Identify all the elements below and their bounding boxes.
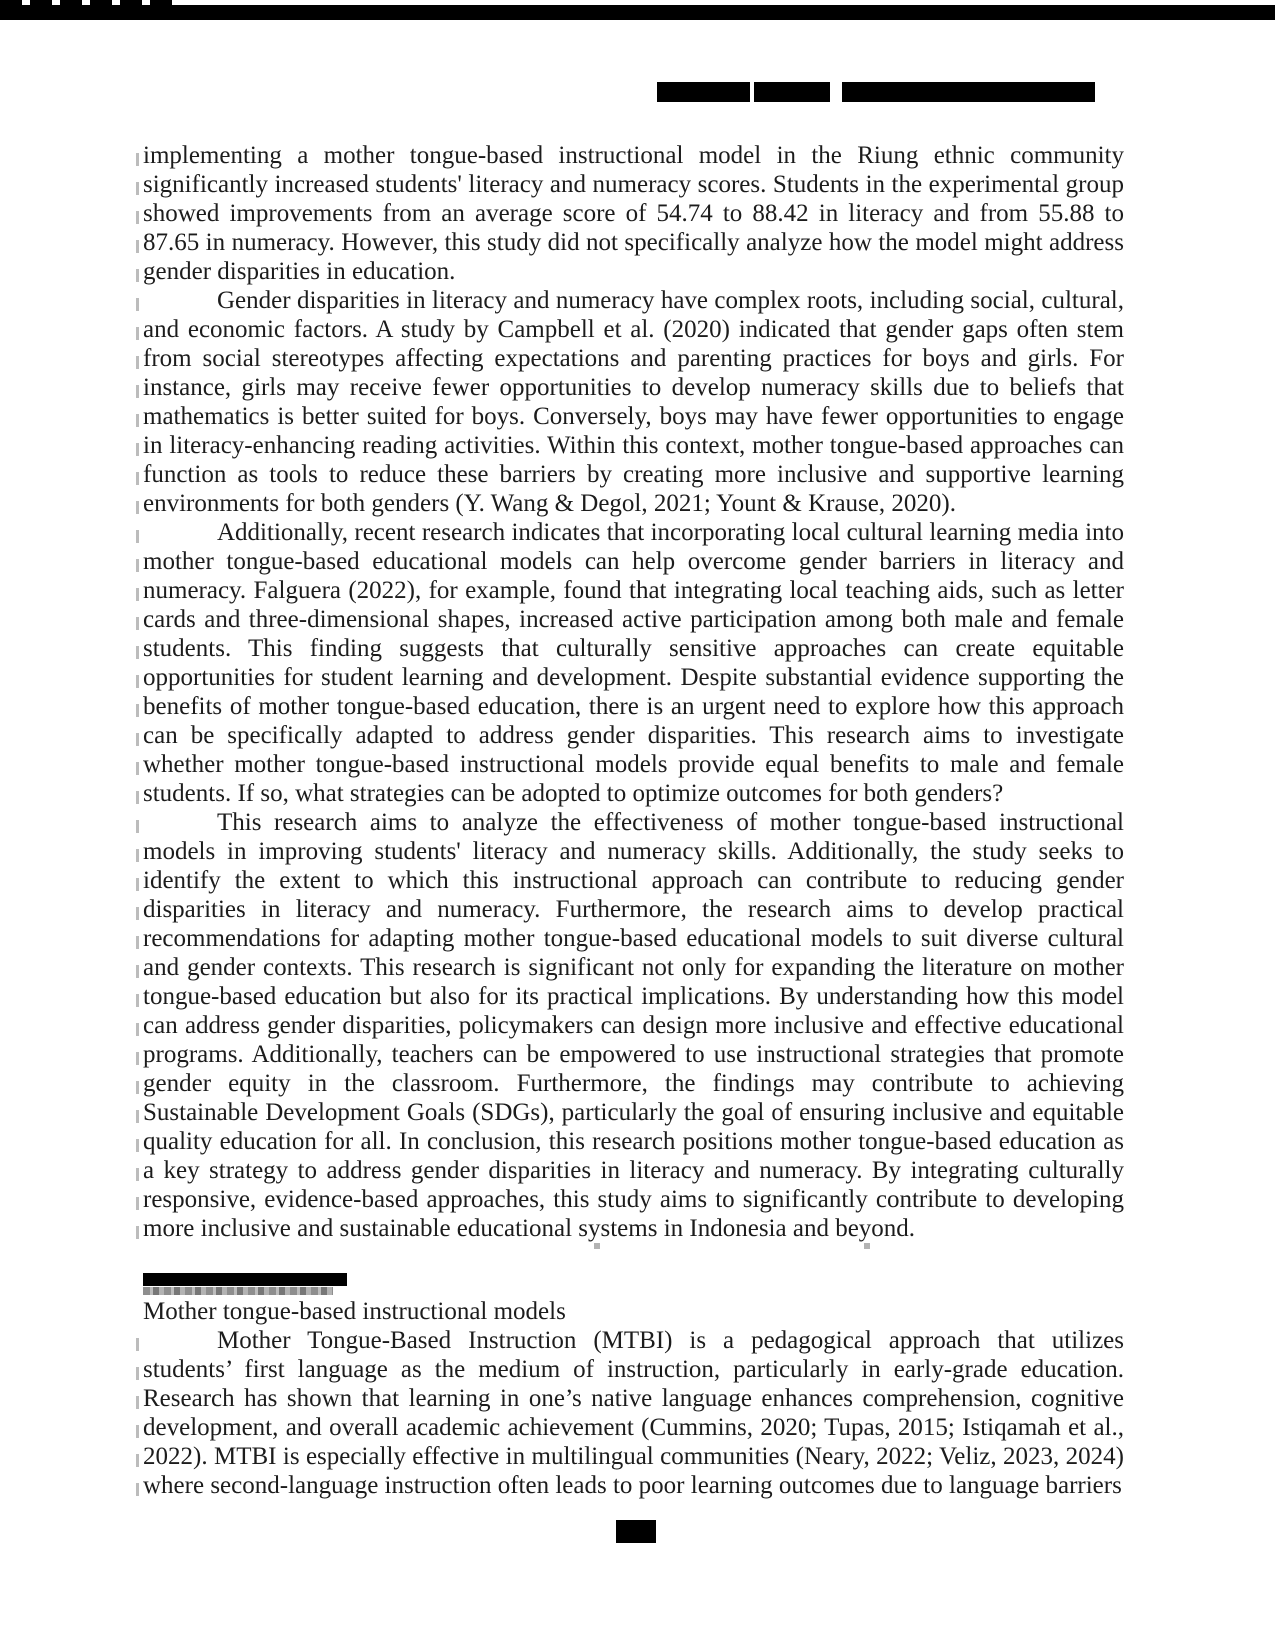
paragraph-research-aims: This research aims to analyze the effectiveness of mother tongue-based instructional models in improving students' literacy and numeracy skills. Additionally, the study seeks to identify the extent to which this instructional approach can contribute to reducing gender disparities in literacy and numeracy. Furthermore, the research aims to develop practical recommendations for adapting mother tongue-based educational models to suit diverse cultural and gender contexts. This research is significant not only for expanding the literature on mother tongue-based education but also for its practical implications. By understanding how this model can address gender disparities, policymakers can design more inclusive and effective educational programs. Additionally, teachers can be empowered to use instructional strategies that promote gender equity in the classroom. Furthermore, the findings may contribute to achieving Sustainable Development Goals (SDGs), particularly the goal of ensuring inclusive and equitable quality education for all. In conclusion, this research positions mother tongue-based education as a key strategy to address gender disparities in literacy and numeracy. By integrating culturally responsive, evidence-based approaches, this study aims to significantly contribute to developing more inclusive and sustainable educational systems in Indonesia and beyond. [143, 809, 1124, 1242]
redacted-inline-mark-2 [864, 1243, 870, 1249]
redacted-inline-mark-1 [594, 1243, 600, 1249]
redacted-running-head-right-2 [754, 82, 830, 102]
mtbi-paragraph-block [143, 1326, 1124, 1500]
paragraph-continuation: implementing a mother tongue-based instructional model in the Riung ethnic community significantly increased students' literacy and numeracy scores. Students in the experimental group showed improvements from an average score of 54.74 to 88.42 in literacy and from 55.88 to 87.65 in numeracy. However, this study did not specifically analyze how the model might address gender disparities in education. [143, 142, 1124, 285]
redacted-section-heading-subtext [143, 1287, 333, 1295]
redacted-running-head-left [0, 0, 178, 20]
redacted-page-number [616, 1520, 656, 1543]
subheading-mtbi-models: Mother tongue-based instructional models [143, 1298, 566, 1325]
redacted-section-heading [143, 1273, 347, 1286]
body-text-block [143, 141, 1124, 1243]
change-bar-ticks-last-paragraph [136, 1338, 139, 1496]
paragraph-local-media: Additionally, recent research indicates that incorporating local cultural learning media into mother tongue-based educational models can help overcome gender barriers in literacy and numeracy. Falguera (2022), for example, found that integrating local teaching aids, such as letter cards and three-dimensional shapes, increased active participation among both male and female students. This finding suggests that culturally sensitive approaches can create equitable opportunities for student learning and development. Despite substantial evidence supporting the benefits of mother tongue-based education, there is an urgent need to explore how this approach can be specifically adapted to address gender disparities. This research aims to investigate whether mother tongue-based instructional models provide equal benefits to male and female students. If so, what strategies can be adopted to optimize outcomes for both genders? [143, 519, 1124, 807]
paragraph-mtbi-definition: Mother Tongue-Based Instruction (MTBI) is a pedagogical approach that utilizes students’ first language as the medium of instruction, particularly in early-grade education. Research has shown that learning in one’s native language enhances comprehension, cognitive development, and overall academic achievement (Cummins, 2020; Tupas, 2015; Istiqamah et al., 2022). MTBI is especially effective in multilingual communities (Neary, 2022; Veliz, 2023, 2024) where second-language instruction often leads to poor learning outcomes due to language barriers [143, 1327, 1124, 1499]
redacted-running-head-right-3 [842, 82, 1095, 102]
change-bar-ticks-body [136, 153, 139, 1241]
paragraph-gender-disparities: Gender disparities in literacy and numeracy have complex roots, including social, cultural, and economic factors. A study by Campbell et al. (2020) indicated that gender gaps often stem from social stereotypes affecting expectations and parenting practices for boys and girls. For instance, girls may receive fewer opportunities to develop numeracy skills due to beliefs that mathematics is better suited for boys. Conversely, boys may have fewer opportunities to engage in literacy-enhancing reading activities. Within this context, mother tongue-based approaches can function as tools to reduce these barriers by creating more inclusive and supportive learning environments for both genders (Y. Wang & Degol, 2021; Yount & Krause, 2020). [143, 287, 1124, 517]
redacted-running-head-right-1 [657, 82, 750, 102]
